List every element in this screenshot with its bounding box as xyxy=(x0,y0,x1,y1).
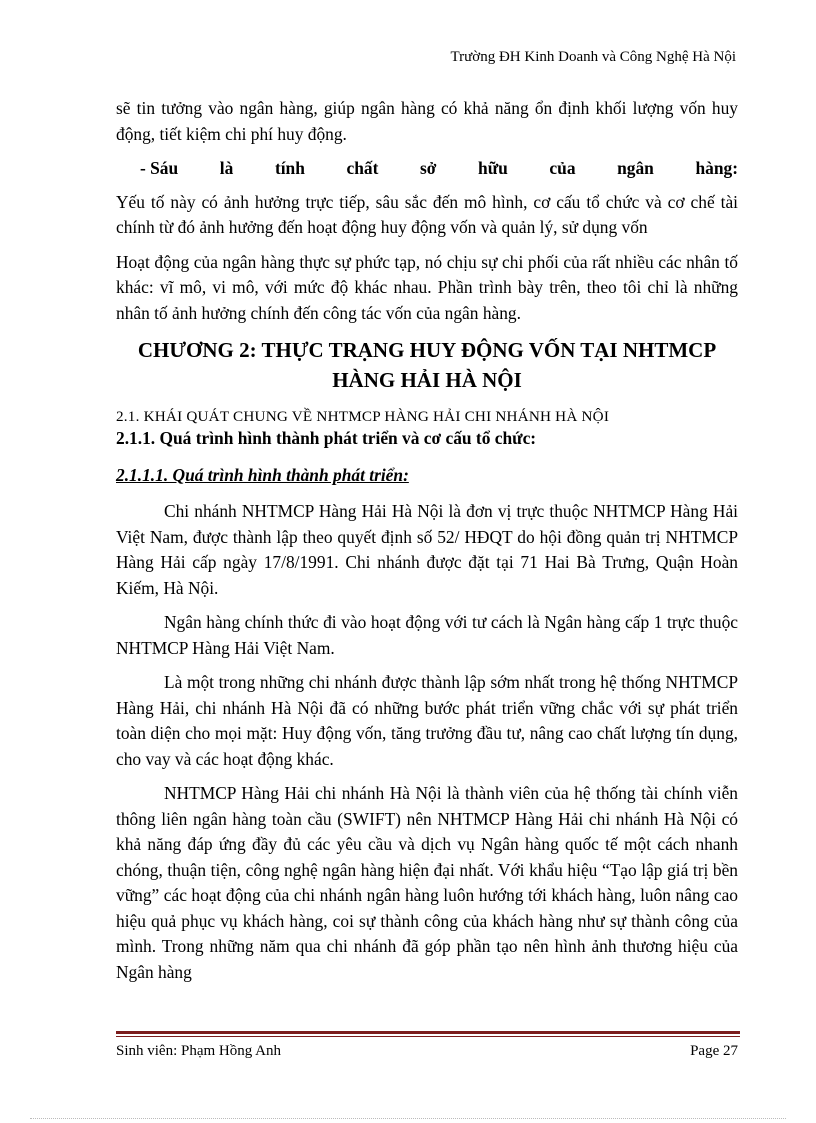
page-body xyxy=(116,96,738,994)
paragraph-2: Yếu tố này có ảnh hưởng trực tiếp, sâu sắc đến mô hình, cơ cấu tổ chức và cơ chế tài chính từ đó ảnh hưởng đến hoạt động huy động vốn và quản lý, sử dụng vốn xyxy=(116,191,738,237)
chapter-title-line-2: HÀNG HẢI HÀ NỘI xyxy=(332,368,522,392)
section-2-1-1-heading: 2.1.1. Quá trình hình thành phát triển và cơ cấu tổ chức: xyxy=(116,428,537,448)
bullet-word: ngân xyxy=(617,158,654,178)
bullet-word: hữu xyxy=(478,158,508,178)
page-header: Trường ĐH Kinh Doanh và Công Nghệ Hà Nội xyxy=(450,49,736,65)
page-bottom-edge xyxy=(30,1118,786,1119)
paragraph-4: Chi nhánh NHTMCP Hàng Hải Hà Nội là đơn vị trực thuộc NHTMCP Hàng Hải Việt Nam, được thành lập theo quyết định số 52/ HĐQT do hội đồng quản trị NHTMCP Hàng Hải cấp ngày 17/8/1991. Chi nhánh được đặt tại 71 Hai Bà Trưng, Quận Hoàn Kiếm, Hà Nội. xyxy=(116,501,738,598)
bullet-word: là xyxy=(219,158,234,178)
section-2-1-1-1-heading: 2.1.1.1. Quá trình hình thành phát triển: xyxy=(116,465,409,485)
paragraph-6: Là một trong những chi nhánh được thành lập sớm nhất trong hệ thống NHTMCP Hàng Hải, chi nhánh Hà Nội đã có những bước phát triển vững chắc với sự phát triển toàn diện cho mọi mặt: Huy động vốn, tăng trưởng đầu tư, nâng cao chất lượng tín dụng, cho vay và các hoạt động khác. xyxy=(116,672,738,769)
footer-rule-thick xyxy=(116,1031,740,1034)
bullet-heading xyxy=(116,156,738,182)
section-2-1-heading: 2.1. KHÁI QUÁT CHUNG VỀ NHTMCP HÀNG HẢI CHI NHÁNH HÀ NỘI xyxy=(116,408,610,425)
paragraph-5: Ngân hàng chính thức đi vào hoạt động với tư cách là Ngân hàng cấp 1 trực thuộc NHTMCP Hàng Hải Việt Nam. xyxy=(116,612,738,658)
footer-rule-thin xyxy=(116,1036,740,1037)
bullet-word: - Sáu xyxy=(140,158,179,178)
bullet-word: của xyxy=(549,158,576,178)
paragraph-3: Hoạt động của ngân hàng thực sự phức tạp, nó chịu sự chi phối của rất nhiều các nhân tố khác: vĩ mô, vi mô, với mức độ khác nhau. Phần trình bày trên, theo tôi chỉ là những nhân tố ảnh hưởng chính đến công tác vốn của ngân hàng. xyxy=(116,251,738,323)
bullet-word: sở xyxy=(420,158,437,178)
bullet-word: hàng: xyxy=(695,158,738,178)
bullet-word: chất xyxy=(346,158,379,178)
footer-page-number: Page 27 xyxy=(690,1043,738,1059)
chapter-title xyxy=(116,335,738,395)
chapter-title-line-1: CHƯƠNG 2: THỰC TRẠNG HUY ĐỘNG VỐN TẠI NHTMCP xyxy=(137,338,717,362)
footer-student-name: Sinh viên: Phạm Hồng Anh xyxy=(116,1043,282,1059)
bullet-word: tính xyxy=(274,158,305,178)
paragraph-7: NHTMCP Hàng Hải chi nhánh Hà Nội là thành viên của hệ thống tài chính viễn thông liên ngân hàng toàn cầu (SWIFT) nên NHTMCP Hàng Hải chi nhánh Hà Nội có khả năng đáp ứng đầy đủ các yêu cầu và dịch vụ Ngân hàng quốc tế một cách nhanh chóng, thuận tiện, công nghệ ngân hàng hiện đại nhất. Với khẩu hiệu “Tạo lập giá trị bền vững” các hoạt động của chi nhánh ngân hàng luôn hướng tới khách hàng, luôn nâng cao hiệu quả phục vụ khách hàng, coi sự thành công của khách hàng như sự thành công của mình. Trong những năm qua chi nhánh đã góp phần tạo nên hình ảnh thương hiệu của Ngân hàng xyxy=(116,783,738,982)
paragraph-1: sẽ tin tưởng vào ngân hàng, giúp ngân hàng có khả năng ổn định khối lượng vốn huy động, tiết kiệm chi phí huy động. xyxy=(116,98,738,144)
